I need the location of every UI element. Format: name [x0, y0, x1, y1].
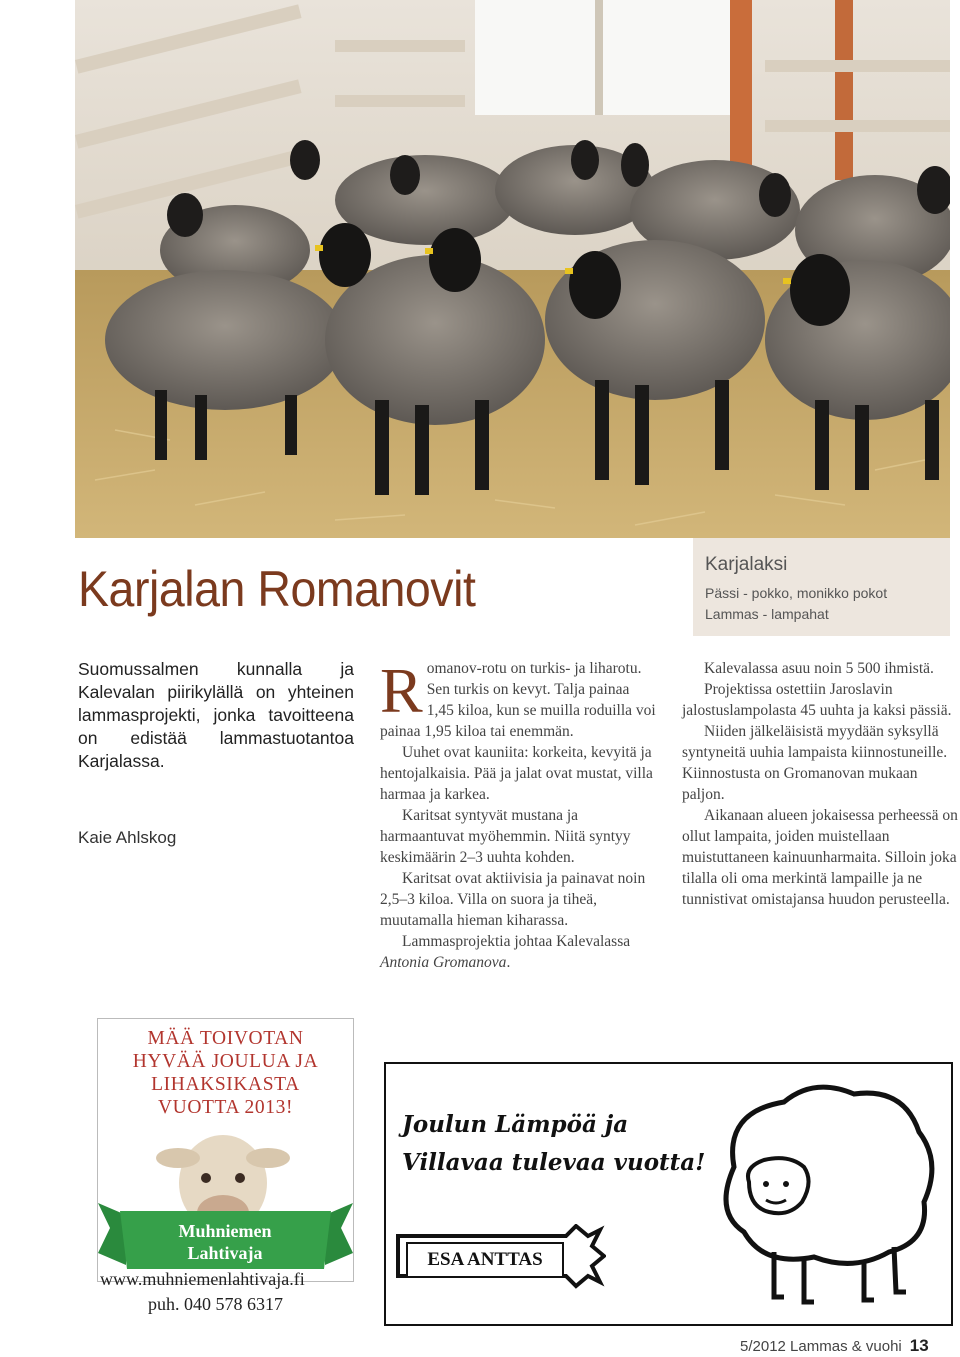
infobox-line-1: Pässi - pokko, monikko pokot	[705, 585, 888, 601]
ad-greeting-line: LIHAKSIKASTA	[151, 1074, 300, 1095]
ad-greeting-line: Joulun Lämpöä ja	[402, 1111, 629, 1138]
karjalaksi-box	[693, 538, 950, 636]
sheep-outline-icon	[704, 1072, 944, 1312]
ad-website[interactable]: www.muhniemenlahtivaja.fi	[100, 1269, 305, 1289]
issue-label: 5/2012 Lammas & vuohi	[740, 1338, 902, 1355]
paragraph: Kalevalassa asuu noin 5 500 ihmistä.	[704, 660, 934, 677]
article-lead: Suomussalmen kunnalla ja Kalevalan piirikylällä on yhteinen lammasprojekti, jonka tavoitteena on edistää lammastuotantoa Karjalassa.	[78, 659, 354, 771]
article-column-1	[380, 655, 658, 973]
person-name: Antonia Gromanova	[380, 954, 507, 971]
article-title: Karjalan Romanovit	[78, 561, 476, 617]
ad-greeting	[98, 1027, 353, 1119]
dropcap: R	[380, 655, 423, 726]
cow-banner-icon	[98, 1123, 353, 1269]
paragraph	[380, 655, 658, 742]
ad-greeting-line: VUOTTA 2013!	[157, 1097, 294, 1118]
paragraph: Karitsat ovat aktiivisia ja painavat noin 2,5–3 kiloa. Villa on suora ja tiheä, muutamalla hieman kiharassa.	[380, 870, 646, 929]
banner-text-1: Muhniemen	[178, 1221, 272, 1241]
article-column-2	[682, 658, 958, 910]
paragraph: Niiden jälkeläisistä myydään syksyllä syntyneitä uuhia lampaista kiinnostuneille. Kiinnostusta on Gromanovan mukaan paljon.	[682, 723, 948, 803]
ad-greeting	[402, 1106, 705, 1182]
anttas-ad	[384, 1062, 953, 1326]
sheep-flock-photo-icon	[75, 0, 950, 538]
paragraph	[380, 931, 658, 973]
lahtivaja-ad	[97, 1018, 354, 1282]
paragraph: Uuhet ovat kauniita: korkeita, kevyitä ja hentojalkaisia. Pää ja jalat ovat mustat, villa harmaa ja karkea.	[380, 744, 653, 803]
paragraph: Karitsat syntyvät mustana ja harmaantuvat myöhemmin. Niitä syntyy keskimäärin 2–3 uuhta kohden.	[380, 807, 631, 866]
paragraph: Aikanaan alueen jokaisessa perheessä on ollut lampaita, joiden muistellaan muistuttaneen kainuunharmaita. Silloin joka tilalla oli oma merkintä lampaille ja ne tunnistivat omistajansa huudon perusteella.	[682, 807, 958, 908]
ad-greeting-line: MÄÄ TOIVOTAN	[147, 1028, 304, 1049]
infobox-heading: Karjalaksi	[705, 554, 788, 575]
infobox-line-2: Lammas - lampahat	[705, 606, 829, 622]
sheep-photo	[75, 0, 950, 538]
ad-company-name: ESA ANTTAS	[406, 1242, 564, 1278]
banner-text-2: Lahtivaja	[187, 1243, 263, 1263]
paragraph-text: .	[506, 954, 511, 971]
paragraph: Projektissa ostettiin Jaroslavin jalostuslampolasta 45 uuhta ja kaksi pässiä.	[682, 681, 952, 719]
paragraph-text: omanov-rotu on turkis- ja liharotu. Sen turkis on kevyt. Talja painaa 1,45 kiloa, kun se muilla roduilla voi painaa 1,95 kiloa tai enemmän.	[380, 660, 656, 740]
page-footer	[740, 1336, 929, 1356]
ad-greeting-line: Villavaa tulevaa vuotta!	[402, 1149, 706, 1176]
ad-phone: puh. 040 578 6317	[148, 1294, 283, 1314]
page-number: 13	[909, 1336, 929, 1355]
ad-greeting-line: HYVÄÄ JOULUA JA	[132, 1051, 319, 1072]
article-author: Kaie Ahlskog	[78, 828, 177, 847]
paragraph-text: Lammasprojektia johtaa Kalevalassa	[402, 933, 631, 950]
